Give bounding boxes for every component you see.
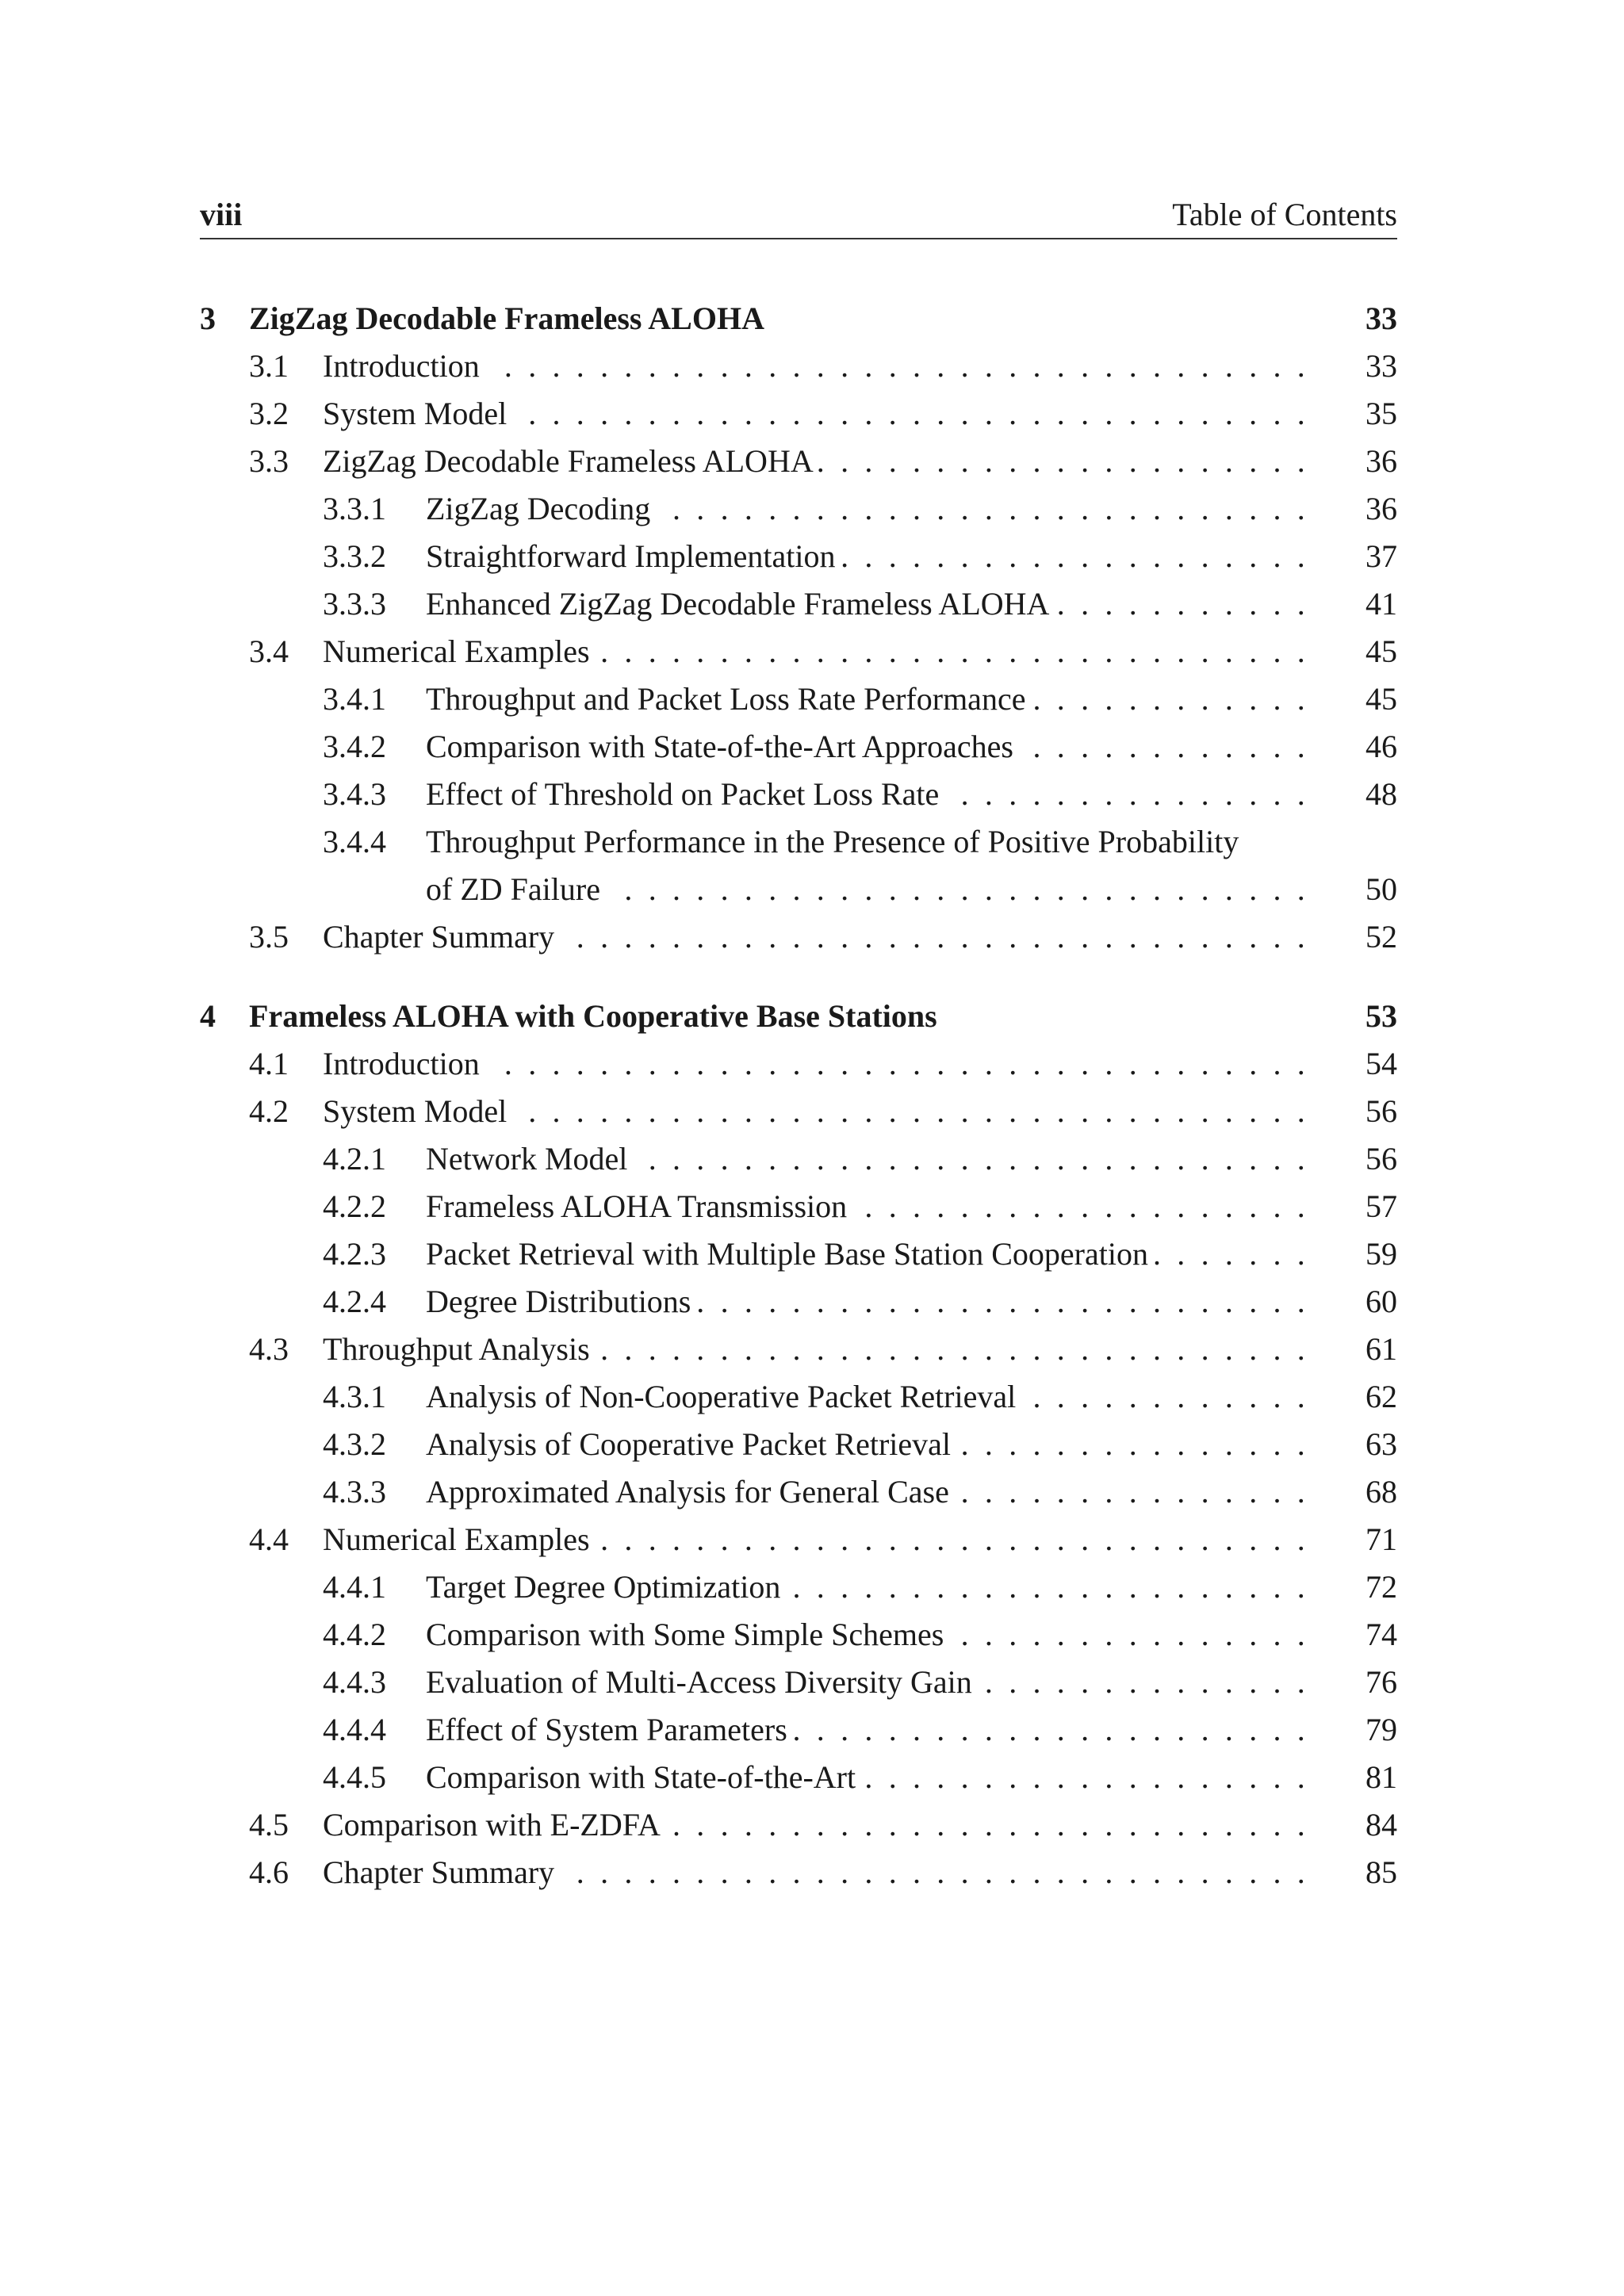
toc-entry-number: 3.4.2 [323,729,386,764]
leader-dots: ............ [1032,729,1322,764]
toc-entry[interactable] [200,1849,1397,1896]
toc-entry-page: 33 [1365,300,1397,336]
toc-entry-page: 76 [1365,1664,1397,1700]
leader-dots: ............ [1032,1379,1322,1414]
toc-entry-number: 3.3 [249,443,289,479]
toc-entry[interactable] [200,866,1397,913]
toc-entry-title: Packet Retrieval with Multiple Base Station Cooperation [426,1236,1148,1272]
toc-entry-page: 59 [1365,1236,1397,1272]
toc-entry-title: Network Model [426,1141,628,1177]
toc-entry-title: Introduction [323,1046,480,1081]
toc-entry-page: 85 [1365,1854,1397,1890]
toc-entry-page: 36 [1365,443,1397,479]
toc-entry-number: 3.4.3 [323,776,386,812]
leader-dots: .................................. [504,1046,1322,1081]
toc-entry-number: 4.3.1 [323,1379,386,1414]
toc-entry-page: 63 [1365,1426,1397,1462]
toc-entry[interactable] [200,1516,1397,1563]
toc-entry-page: 52 [1365,919,1397,955]
toc-entry-number: 3 [200,300,216,336]
toc-entry-title: Chapter Summary [323,1854,555,1890]
leader-dots: ............... [960,1617,1322,1652]
toc-entry[interactable] [200,628,1397,675]
leader-dots: .................... [841,538,1322,574]
toc-entry[interactable] [200,1230,1397,1278]
leader-dots: ..................... [816,443,1322,479]
toc-entry-number: 4.4.4 [323,1712,386,1747]
leader-dots: ...................... [792,1569,1322,1605]
toc-entry-page: 45 [1365,633,1397,669]
leader-dots: .............................. [600,633,1322,669]
toc-entry[interactable] [200,1421,1397,1468]
toc-entry-number: 3.2 [249,396,289,431]
toc-entry-page: 41 [1365,586,1397,622]
toc-entry-number: 3.1 [249,348,289,384]
leader-dots: .................................. [504,348,1322,384]
toc-entry[interactable] [200,1135,1397,1183]
toc-entry-title: of ZD Failure [426,871,600,907]
toc-entry-title: Target Degree Optimization [426,1569,781,1605]
toc-entry-number: 4.3 [249,1331,289,1367]
leader-dots: .............................. [600,1331,1322,1367]
toc-entry[interactable] [200,818,1397,866]
toc-entry-title: ZigZag Decodable Frameless ALOHA [249,300,764,336]
toc-entry-title: Straightforward Implementation [426,538,836,574]
toc-entry-title: Comparison with E-ZDFA [323,1807,661,1843]
toc-entry-number: 3.3.3 [323,586,386,622]
toc-entry-title: Effect of Threshold on Packet Loss Rate [426,776,940,812]
toc-entry[interactable] [200,485,1397,533]
toc-entry-title: ZigZag Decodable Frameless ALOHA [323,443,814,479]
running-title: Table of Contents [1172,197,1397,232]
toc-entry-number: 3.3.2 [323,538,386,574]
toc-entry[interactable] [200,1754,1397,1801]
leader-dots: ............................. [624,871,1322,907]
leader-dots: ...................... [792,1712,1322,1747]
leader-dots: ................................. [528,1093,1322,1129]
toc-entry-number: 4.4.5 [323,1759,386,1795]
toc-entry-title: Analysis of Non-Cooperative Packet Retrieval [426,1379,1017,1414]
toc-entry-number: 4.6 [249,1854,289,1890]
toc-entry[interactable] [200,1801,1397,1849]
toc-entry-page: 56 [1365,1141,1397,1177]
toc-entry[interactable] [200,913,1397,961]
toc-entry-title: Throughput and Packet Loss Rate Performance [426,681,1026,717]
toc-entry-title: System Model [323,396,508,431]
toc-entry-title: Numerical Examples [323,1521,590,1557]
leader-dots: ................... [864,1759,1322,1795]
toc-entry-title: Approximated Analysis for General Case [426,1474,949,1510]
toc-entry-number: 4.3.2 [323,1426,386,1462]
leader-dots: ............... [960,1426,1322,1462]
toc-entry-number: 4 [200,998,216,1034]
toc-entry-number: 3.3.1 [323,491,386,526]
toc-entry-number: 3.4 [249,633,289,669]
toc-entry-title: Effect of System Parameters [426,1712,787,1747]
toc-entry-number: 3.4.4 [323,824,386,859]
toc-entry[interactable] [200,1373,1397,1421]
toc-entry[interactable] [200,771,1397,818]
toc-chapter-entry[interactable] [200,295,1397,342]
toc-entry-title: Numerical Examples [323,633,590,669]
toc-entry-title: Degree Distributions [426,1284,691,1319]
toc-entry-title: Frameless ALOHA with Cooperative Base Stations [249,998,937,1034]
leader-dots: ............... [960,1474,1322,1510]
leader-dots: ............ [1032,681,1322,717]
leader-dots: .............. [984,1664,1322,1700]
toc-entry-page: 53 [1365,998,1397,1034]
toc-entry-title: Evaluation of Multi-Access Diversity Gain [426,1664,972,1700]
toc-entry-page: 37 [1365,538,1397,574]
toc-entry-title: Frameless ALOHA Transmission [426,1188,848,1224]
leader-dots: ............... [960,776,1322,812]
leader-dots: ........................... [672,1807,1322,1843]
document-page [200,0,1397,2296]
toc-entry-page: 46 [1365,729,1397,764]
toc-entry-page: 68 [1365,1474,1397,1510]
toc-entry-page: 48 [1365,776,1397,812]
toc-entry-number: 4.2 [249,1093,289,1129]
toc-entry-number: 3.4.1 [323,681,386,717]
toc-entry-title: System Model [323,1093,508,1129]
toc-entry-title: Enhanced ZigZag Decodable Frameless ALOHA [426,586,1050,622]
toc-entry-title: Throughput Analysis [323,1331,590,1367]
toc-entry-page: 54 [1365,1046,1397,1081]
toc-entry-number: 4.3.3 [323,1474,386,1510]
toc-entry-title: Throughput Performance in the Presence of Positive Probability [426,824,1239,859]
toc-entry-title: Comparison with State-of-the-Art [426,1759,856,1795]
toc-entry-page: 81 [1365,1759,1397,1795]
toc-entry-number: 4.2.4 [323,1284,386,1319]
toc-entry-page: 57 [1365,1188,1397,1224]
leader-dots: .............................. [600,1521,1322,1557]
leader-dots: ................................. [528,396,1322,431]
toc-entry-number: 4.1 [249,1046,289,1081]
toc-entry[interactable] [200,390,1397,438]
toc-entry-title: Comparison with State-of-the-Art Approaches [426,729,1013,764]
toc-entry-number: 4.2.2 [323,1188,386,1224]
toc-entry-page: 35 [1365,396,1397,431]
toc-entry-title: Analysis of Cooperative Packet Retrieval [426,1426,952,1462]
leader-dots: ............................... [576,919,1322,955]
toc-entry[interactable] [200,1563,1397,1611]
toc-entry-page: 62 [1365,1379,1397,1414]
toc-entry-page: 50 [1365,871,1397,907]
toc-entry[interactable] [200,723,1397,771]
toc-chapter-entry[interactable] [200,993,1397,1040]
toc-entry[interactable] [200,1326,1397,1373]
toc-entry-number: 4.4.3 [323,1664,386,1700]
toc-entry[interactable] [200,675,1397,723]
leader-dots: ........................... [672,491,1322,526]
toc-entry-page: 79 [1365,1712,1397,1747]
leader-dots: ............................... [576,1854,1322,1890]
page-number: viii [200,197,243,232]
toc-entry[interactable] [200,1088,1397,1135]
toc-entry-number: 4.2.3 [323,1236,386,1272]
leader-dots: ....... [1153,1236,1322,1272]
toc-entry-number: 4.4.1 [323,1569,386,1605]
leader-dots: .......................... [696,1284,1322,1319]
toc-entry[interactable] [200,342,1397,390]
toc-entry-number: 4.4 [249,1521,289,1557]
toc-entry[interactable] [200,1278,1397,1326]
toc-entry-page: 74 [1365,1617,1397,1652]
toc-entry-title: Introduction [323,348,480,384]
toc-entry-page: 72 [1365,1569,1397,1605]
leader-dots: ............................ [648,1141,1322,1177]
toc-entry[interactable] [200,1040,1397,1088]
toc-entry[interactable] [200,1468,1397,1516]
running-head [200,197,1397,239]
toc-entry-number: 4.5 [249,1807,289,1843]
toc-entry-title: Chapter Summary [323,919,555,955]
toc-entry[interactable] [200,1183,1397,1230]
toc-entry-number: 3.5 [249,919,289,955]
toc-entry[interactable] [200,533,1397,580]
toc-entry-page: 56 [1365,1093,1397,1129]
toc-entry-page: 84 [1365,1807,1397,1843]
toc-entry[interactable] [200,1659,1397,1706]
toc-entry[interactable] [200,580,1397,628]
toc-entry-page: 36 [1365,491,1397,526]
toc-entry[interactable] [200,1611,1397,1659]
toc-entry-page: 60 [1365,1284,1397,1319]
toc-entry-page: 33 [1365,348,1397,384]
leader-dots: ................... [864,1188,1322,1224]
toc-entry-title: ZigZag Decoding [426,491,651,526]
toc-entry-page: 71 [1365,1521,1397,1557]
toc-entry[interactable] [200,1706,1397,1754]
toc-entry-number: 4.4.2 [323,1617,386,1652]
toc-entry-page: 45 [1365,681,1397,717]
toc-entry-title: Comparison with Some Simple Schemes [426,1617,944,1652]
leader-dots: ........... [1056,586,1322,622]
toc-entry[interactable] [200,438,1397,485]
toc-entry-page: 61 [1365,1331,1397,1367]
toc-entry-number: 4.2.1 [323,1141,386,1177]
